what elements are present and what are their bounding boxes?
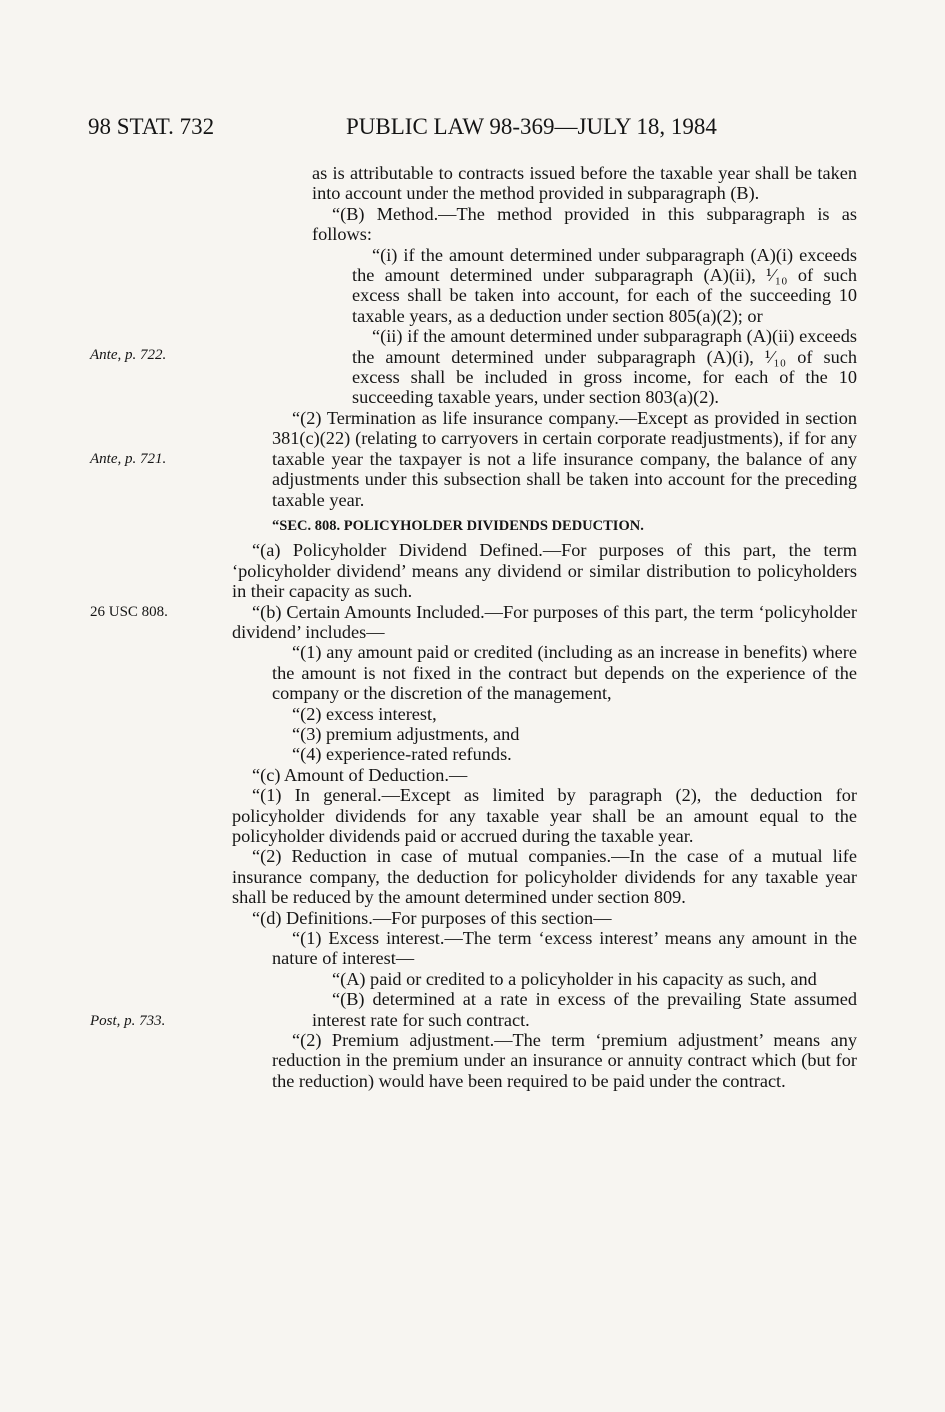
paragraph: “(2) excess interest, (292, 703, 437, 724)
stat-page-number: 98 STAT. 732 (88, 114, 215, 139)
paragraph: “(2) Reduction in case of mutual companies.—In the case of a mutual life insurance company, the deduction for policyholder dividends for any taxable year shall be reduced by the amount determined under section 809. (232, 846, 857, 908)
paragraph: “(3) premium adjustments, and (292, 723, 520, 744)
section-heading: “SEC. 808. POLICYHOLDER DIVIDENDS DEDUCTION. (272, 517, 644, 534)
paragraph: “(b) Certain Amounts Included.—For purposes of this part, the term ‘policyholder dividend’ includes— (232, 601, 857, 642)
paragraph: as is attributable to contracts issued before the taxable year shall be taken into account under the method provided in subparagraph (B). (312, 163, 857, 204)
paragraph: “(1) Excess interest.—The term ‘excess interest’ means any amount in the nature of interest— (272, 928, 857, 969)
margin-note: 26 USC 808. (90, 604, 168, 620)
paragraph: “(4) experience-rated refunds. (292, 744, 512, 765)
body-text (232, 163, 857, 1091)
margin-note: Post, p. 733. (90, 1013, 166, 1029)
running-header: PUBLIC LAW 98-369—JULY 18, 1984 (346, 114, 717, 139)
paragraph: “(ii) if the amount determined under subparagraph (A)(ii) exceeds the amount determined under subparagraph (A)(i), ¹⁄₁₀ of such excess shall be included in gross income, for each of the 10 succeeding taxable years, under section 803(a)(2). (352, 326, 857, 408)
paragraph: “(2) Termination as life insurance company.—Except as provided in section 381(c)(22) (relating to carryovers in certain corporate readjustments), if for any taxable year the taxpayer is not a life insurance company, the balance of any adjustments under this subsection shall be taken into account for the preceding taxable year. (272, 407, 857, 510)
paragraph: “(d) Definitions.—For purposes of this section— (252, 907, 612, 928)
paragraph: “(c) Amount of Deduction.— (252, 764, 468, 785)
margin-note: Ante, p. 721. (90, 451, 167, 467)
paragraph: “(2) Premium adjustment.—The term ‘premium adjustment’ means any reduction in the premium under an insurance or annuity contract which (but for the reduction) would have been required to be paid under the contract. (272, 1030, 857, 1091)
paragraph: “(1) any amount paid or credited (including as an increase in benefits) where the amount is not fixed in the contract but depends on the experience of the company or the discretion of the management, (272, 642, 857, 704)
paragraph: “(1) In general.—Except as limited by paragraph (2), the deduction for policyholder dividends for any taxable year shall be an amount equal to the policyholder dividends paid or accrued during the taxable year. (232, 785, 857, 846)
paragraph: “(B) determined at a rate in excess of the prevailing State assumed interest rate for such contract. (312, 989, 857, 1030)
paragraph: “(i) if the amount determined under subparagraph (A)(i) exceeds the amount determined under subparagraph (A)(ii), ¹⁄₁₀ of such excess shall be taken into account, for each of the succeeding 10 taxable years, as a deduction under section 805(a)(2); or (352, 244, 857, 326)
paragraph: “(a) Policyholder Dividend Defined.—For purposes of this part, the term ‘policyholder dividend’ means any dividend or similar distribution to policyholders in their capacity as such. (232, 540, 857, 602)
paragraph: “(B) Method.—The method provided in this subparagraph is as follows: (312, 203, 857, 245)
paragraph: “(A) paid or credited to a policyholder in his capacity as such, and (332, 968, 817, 989)
margin-note: Ante, p. 722. (90, 347, 167, 363)
